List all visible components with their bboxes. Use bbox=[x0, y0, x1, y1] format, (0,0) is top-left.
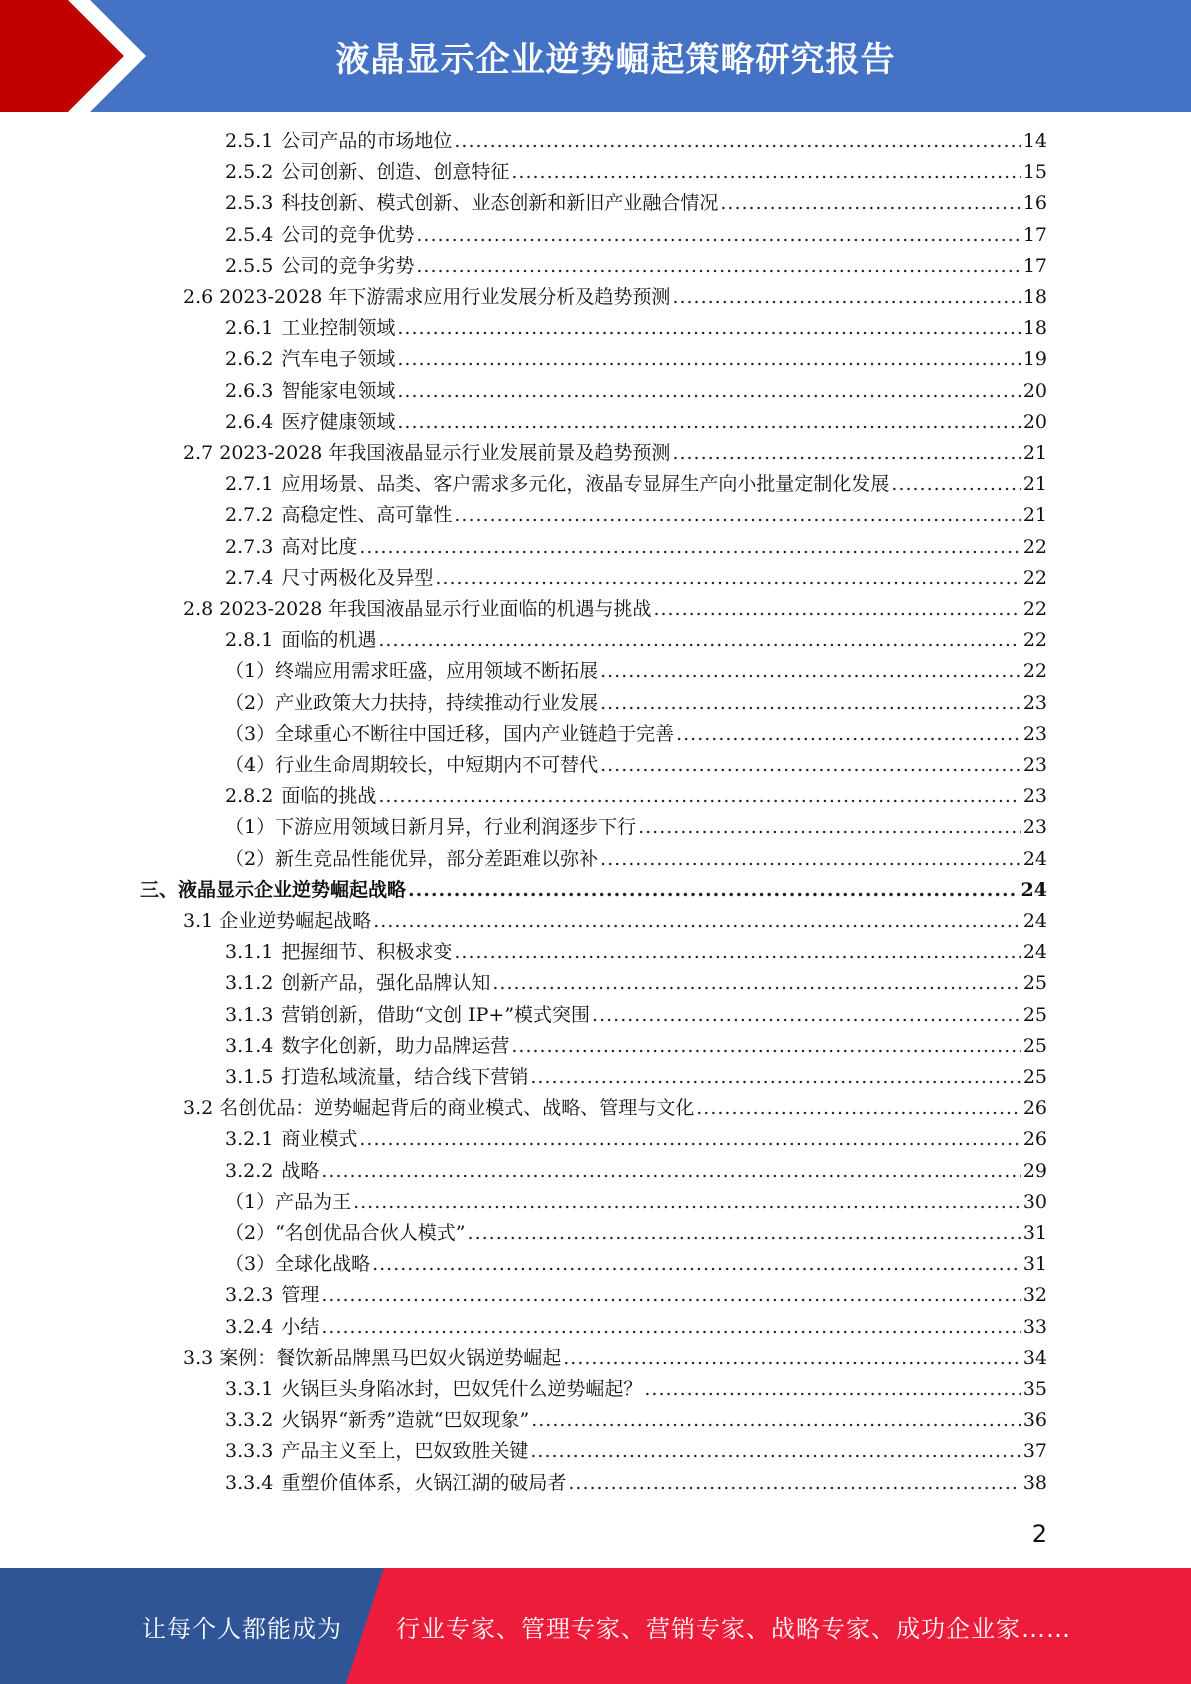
toc-entry-number: 2.6.2 bbox=[225, 348, 274, 371]
document-title: 液晶显示企业逆势崛起策略研究报告 bbox=[335, 39, 896, 80]
toc-entry[interactable] bbox=[225, 750, 1047, 781]
toc-entry-page: 25 bbox=[1022, 1003, 1047, 1026]
toc-entry-title: （3）全球重心不断往中国迁移，国内产业链趋于完善 bbox=[225, 722, 675, 745]
toc-dot-leader bbox=[378, 781, 1020, 812]
toc-entry[interactable] bbox=[225, 157, 1047, 188]
toc-entry-number: 3.2.1 bbox=[225, 1128, 274, 1151]
toc-entry-page: 15 bbox=[1022, 161, 1047, 184]
toc-entry-page: 25 bbox=[1022, 1034, 1047, 1057]
toc-entry[interactable] bbox=[225, 688, 1047, 719]
toc-entry-title: 科技创新、模式创新、业态创新和新旧产业融合情况 bbox=[281, 192, 719, 215]
toc-dot-leader bbox=[359, 532, 1020, 563]
toc-entry-number: 3.1.1 bbox=[225, 941, 274, 964]
toc-entry[interactable] bbox=[225, 344, 1047, 375]
toc-entry[interactable] bbox=[225, 719, 1047, 750]
toc-entry[interactable] bbox=[183, 1343, 1047, 1374]
toc-entry[interactable] bbox=[225, 1062, 1047, 1093]
toc-dot-leader bbox=[397, 376, 1020, 407]
toc-dot-leader bbox=[720, 188, 1020, 219]
toc-entry-title: 尺寸两极化及异型 bbox=[281, 566, 434, 589]
toc-entry-page: 17 bbox=[1022, 254, 1047, 277]
toc-entry[interactable] bbox=[225, 937, 1047, 968]
toc-entry-page: 23 bbox=[1022, 722, 1047, 745]
toc-entry[interactable] bbox=[225, 1000, 1047, 1031]
toc-dot-leader bbox=[397, 313, 1020, 344]
toc-entry[interactable] bbox=[225, 625, 1047, 656]
toc-entry-title: 重塑价值体系，火锅江湖的破局者 bbox=[281, 1471, 567, 1494]
toc-entry[interactable] bbox=[225, 812, 1047, 843]
toc-entry-title: 2.8 2023-2028 年我国液晶显示行业面临的机遇与挑战 bbox=[183, 598, 652, 620]
toc-dot-leader bbox=[397, 344, 1020, 375]
toc-dot-leader bbox=[511, 1031, 1020, 1062]
toc-dot-leader bbox=[600, 844, 1021, 875]
toc-entry-title: 商业模式 bbox=[281, 1128, 358, 1151]
toc-entry[interactable] bbox=[225, 781, 1047, 812]
toc-entry[interactable] bbox=[225, 1468, 1047, 1499]
page-number: 2 bbox=[1031, 1520, 1047, 1548]
toc-entry-page: 16 bbox=[1022, 192, 1047, 215]
toc-dot-leader bbox=[676, 719, 1021, 750]
toc-entry-page: 34 bbox=[1022, 1346, 1047, 1369]
toc-dot-leader bbox=[530, 1436, 1020, 1467]
toc-entry[interactable] bbox=[225, 1124, 1047, 1155]
toc-entry[interactable] bbox=[225, 1187, 1047, 1218]
toc-entry-title: 应用场景、品类、客户需求多元化，液晶专显屏生产向小批量定制化发展 bbox=[281, 473, 890, 496]
toc-entry[interactable] bbox=[225, 407, 1047, 438]
toc-entry-title: （3）全球化战略 bbox=[225, 1253, 371, 1276]
toc-entry-number: 3.3.3 bbox=[225, 1440, 274, 1463]
toc-entry[interactable] bbox=[225, 563, 1047, 594]
toc-entry-number: 2.5.5 bbox=[225, 254, 274, 277]
toc-entry-page: 21 bbox=[1022, 504, 1047, 527]
toc-entry-number: 2.6.3 bbox=[225, 379, 274, 402]
toc-entry-title: 高对比度 bbox=[281, 535, 358, 558]
toc-entry-page: 23 bbox=[1022, 785, 1047, 808]
toc-entry-page: 19 bbox=[1022, 348, 1047, 371]
toc-entry-title: 数字化创新，助力品牌运营 bbox=[281, 1034, 510, 1057]
toc-entry[interactable] bbox=[225, 1405, 1047, 1436]
toc-entry-page: 23 bbox=[1022, 691, 1047, 714]
toc-dot-leader bbox=[321, 1156, 1020, 1187]
toc-entry-title: 面临的机遇 bbox=[281, 629, 377, 652]
toc-entry[interactable] bbox=[225, 532, 1047, 563]
toc-entry-page: 21 bbox=[1022, 442, 1047, 464]
toc-dot-leader bbox=[359, 1124, 1020, 1155]
toc-entry-number: 3.1.2 bbox=[225, 972, 274, 995]
toc-dot-leader bbox=[563, 1343, 1021, 1374]
toc-entry-page: 25 bbox=[1022, 972, 1047, 995]
toc-entry-title: 公司的竞争优势 bbox=[281, 223, 415, 246]
toc-entry-title: 3.1 企业逆势崛起战略 bbox=[183, 910, 372, 932]
toc-dot-leader bbox=[454, 126, 1020, 157]
footer-banner bbox=[0, 1568, 1191, 1684]
toc-dot-leader bbox=[531, 1405, 1021, 1436]
toc-dot-leader bbox=[435, 563, 1020, 594]
toc-entry[interactable] bbox=[140, 875, 1047, 906]
toc-entry-title: （2）“名创优品合伙人模式” bbox=[225, 1222, 466, 1244]
toc-dot-leader bbox=[600, 688, 1021, 719]
toc-entry-title: 公司产品的市场地位 bbox=[281, 130, 453, 152]
toc-entry-page: 21 bbox=[1022, 473, 1047, 496]
toc-entry-title: 产品主义至上，巴奴致胜关键 bbox=[281, 1440, 529, 1463]
toc-entry-number: 2.5.1 bbox=[225, 130, 274, 152]
toc-dot-leader bbox=[672, 282, 1020, 313]
toc-entry[interactable] bbox=[225, 1280, 1047, 1311]
toc-dot-leader bbox=[530, 1062, 1020, 1093]
toc-entry-number: 3.1.3 bbox=[225, 1003, 274, 1026]
toc-entry-title: （2）新生竞品性能优异，部分差距难以弥补 bbox=[225, 847, 599, 870]
toc-dot-leader bbox=[644, 1374, 1020, 1405]
toc-entry-title: （1）下游应用领域日新月异，行业利润逐步下行 bbox=[225, 816, 637, 839]
toc-entry-title: 2.7 2023-2028 年我国液晶显示行业发展前景及趋势预测 bbox=[183, 442, 671, 464]
toc-dot-leader bbox=[416, 251, 1020, 282]
toc-entry-title: 把握细节、积极求变 bbox=[281, 941, 453, 964]
toc-dot-leader bbox=[321, 1280, 1020, 1311]
toc-entry[interactable] bbox=[183, 438, 1047, 469]
toc-entry-title: 管理 bbox=[281, 1284, 320, 1307]
toc-entry-page: 18 bbox=[1022, 317, 1047, 340]
toc-entry-title: （1）产品为王 bbox=[225, 1190, 352, 1213]
toc-entry-title: 汽车电子领域 bbox=[281, 348, 396, 371]
toc-entry-page: 20 bbox=[1022, 410, 1047, 433]
toc-entry-title: 火锅巨头身陷冰封，巴奴凭什么逆势崛起？ bbox=[281, 1378, 643, 1400]
toc-entry-title: 战略 bbox=[281, 1159, 320, 1182]
toc-entry[interactable] bbox=[225, 188, 1047, 219]
toc-entry-page: 22 bbox=[1022, 535, 1047, 558]
toc-entry-page: 23 bbox=[1022, 754, 1047, 776]
toc-entry-page: 17 bbox=[1022, 223, 1047, 246]
toc-entry-number: 3.2.4 bbox=[225, 1315, 274, 1338]
toc-entry[interactable] bbox=[225, 500, 1047, 531]
toc-entry-page: 31 bbox=[1022, 1253, 1047, 1276]
toc-entry-page: 24 bbox=[1022, 847, 1047, 870]
toc-entry-title: 创新产品，强化品牌认知 bbox=[281, 972, 491, 995]
toc-entry-page: 36 bbox=[1022, 1409, 1047, 1432]
toc-entry-number: 2.8.2 bbox=[225, 785, 274, 808]
toc-entry-number: 2.7.4 bbox=[225, 566, 274, 589]
toc-dot-leader bbox=[454, 500, 1020, 531]
toc-dot-leader bbox=[397, 407, 1020, 438]
red-arrow-decoration bbox=[0, 0, 150, 112]
toc-entry-page: 38 bbox=[1022, 1471, 1047, 1494]
toc-entry[interactable] bbox=[225, 1249, 1047, 1280]
toc-dot-leader bbox=[568, 1468, 1020, 1499]
toc-entry-title: 2.6 2023-2028 年下游需求应用行业发展分析及趋势预测 bbox=[183, 286, 671, 308]
toc-entry-number: 3.3.2 bbox=[225, 1409, 274, 1432]
toc-entry-page: 24 bbox=[1022, 910, 1047, 932]
footer-slogan-left: 让每个人都能成为 bbox=[142, 1614, 342, 1643]
toc-entry-page: 30 bbox=[1022, 1190, 1047, 1213]
toc-entry[interactable] bbox=[225, 1218, 1047, 1249]
toc-entry-number: 2.7.2 bbox=[225, 504, 274, 527]
toc-entry-page: 29 bbox=[1022, 1159, 1047, 1182]
toc-entry-title: 火锅界“新秀”造就“巴奴现象” bbox=[281, 1409, 530, 1432]
toc-dot-leader bbox=[408, 875, 1019, 906]
toc-dot-leader bbox=[511, 157, 1020, 188]
toc-entry-page: 24 bbox=[1022, 941, 1047, 964]
toc-dot-leader bbox=[653, 594, 1020, 625]
toc-entry[interactable] bbox=[225, 376, 1047, 407]
toc-dot-leader bbox=[454, 937, 1020, 968]
toc-dot-leader bbox=[891, 469, 1020, 500]
toc-dot-leader bbox=[378, 625, 1020, 656]
toc-entry-number: 2.6.1 bbox=[225, 317, 274, 340]
footer-slogan-right: 行业专家、管理专家、营销专家、战略专家、成功企业家…… bbox=[396, 1614, 1071, 1643]
toc-entry-title: 小结 bbox=[281, 1315, 320, 1338]
toc-entry-page: 18 bbox=[1022, 286, 1047, 308]
toc-entry-page: 22 bbox=[1022, 598, 1047, 620]
toc-dot-leader bbox=[638, 812, 1021, 843]
toc-dot-leader bbox=[353, 1187, 1021, 1218]
toc-entry-page: 31 bbox=[1022, 1222, 1047, 1244]
toc-entry-page: 35 bbox=[1022, 1378, 1047, 1400]
toc-entry-page: 33 bbox=[1022, 1315, 1047, 1338]
toc-entry-title: 高稳定性、高可靠性 bbox=[281, 504, 453, 527]
toc-entry[interactable] bbox=[183, 594, 1047, 625]
toc-entry[interactable] bbox=[225, 1031, 1047, 1062]
toc-entry[interactable] bbox=[225, 220, 1047, 251]
toc-entry[interactable] bbox=[225, 469, 1047, 500]
toc-entry-page: 32 bbox=[1022, 1284, 1047, 1307]
toc-entry-title: 智能家电领域 bbox=[281, 379, 396, 402]
toc-entry-number: 3.3.1 bbox=[225, 1378, 274, 1400]
toc-entry-title: 公司的竞争劣势 bbox=[281, 254, 415, 277]
toc-dot-leader bbox=[373, 906, 1021, 937]
toc-entry-page: 26 bbox=[1022, 1128, 1047, 1151]
toc-entry[interactable] bbox=[225, 313, 1047, 344]
toc-entry-title: 3.3 案例：餐饮新品牌黑马巴奴火锅逆势崛起 bbox=[183, 1346, 562, 1369]
toc-entry-page: 37 bbox=[1022, 1440, 1047, 1463]
toc-entry-page: 14 bbox=[1022, 130, 1047, 152]
toc-entry-page: 26 bbox=[1022, 1097, 1047, 1120]
toc-dot-leader bbox=[696, 1093, 1021, 1124]
toc-entry-title: 三、液晶显示企业逆势崛起战略 bbox=[140, 878, 407, 901]
toc-entry-number: 3.2.3 bbox=[225, 1284, 274, 1307]
toc-entry-title: （4）行业生命周期较长，中短期内不可替代 bbox=[225, 754, 599, 776]
toc-entry[interactable] bbox=[183, 282, 1047, 313]
toc-dot-leader bbox=[416, 220, 1020, 251]
toc-entry[interactable] bbox=[225, 251, 1047, 282]
toc-entry-title: 营销创新，借助“文创 IP+”模式突围 bbox=[281, 1003, 591, 1026]
toc-entry-number: 3.2.2 bbox=[225, 1159, 274, 1182]
toc-entry-number: 2.6.4 bbox=[225, 410, 274, 433]
toc-entry-page: 23 bbox=[1022, 816, 1047, 839]
toc-entry-number: 2.5.3 bbox=[225, 192, 274, 215]
toc-entry[interactable] bbox=[225, 1156, 1047, 1187]
toc-entry-page: 22 bbox=[1022, 566, 1047, 589]
toc-entry-title: 医疗健康领域 bbox=[281, 410, 396, 433]
toc-entry-page: 22 bbox=[1022, 660, 1047, 683]
toc-dot-leader bbox=[600, 656, 1021, 687]
toc-entry-title: （1）终端应用需求旺盛，应用领域不断拓展 bbox=[225, 660, 599, 683]
toc-dot-leader bbox=[672, 438, 1020, 469]
toc-entry-number: 2.8.1 bbox=[225, 629, 274, 652]
toc-entry-title: （2）产业政策大力扶持，持续推动行业发展 bbox=[225, 691, 599, 714]
toc-entry-number: 2.7.3 bbox=[225, 535, 274, 558]
toc-entry-number: 2.5.4 bbox=[225, 223, 274, 246]
toc-dot-leader bbox=[372, 1249, 1021, 1280]
toc-dot-leader bbox=[600, 750, 1021, 781]
toc-entry-page: 20 bbox=[1022, 379, 1047, 402]
header-banner bbox=[0, 0, 1191, 112]
toc-entry-title: 工业控制领域 bbox=[281, 317, 396, 340]
toc-entry-page: 25 bbox=[1022, 1066, 1047, 1088]
toc-entry-title: 3.2 名创优品：逆势崛起背后的商业模式、战略、管理与文化 bbox=[183, 1097, 695, 1120]
toc-dot-leader bbox=[492, 968, 1020, 999]
toc-entry[interactable] bbox=[225, 1312, 1047, 1343]
toc-entry[interactable] bbox=[225, 656, 1047, 687]
toc-entry[interactable] bbox=[225, 1374, 1047, 1405]
toc-entry-page: 24 bbox=[1020, 878, 1047, 901]
toc-entry-title: 面临的挑战 bbox=[281, 785, 377, 808]
toc-entry[interactable] bbox=[225, 844, 1047, 875]
toc-entry[interactable] bbox=[225, 1436, 1047, 1467]
toc-entry[interactable] bbox=[225, 968, 1047, 999]
toc-dot-leader bbox=[592, 1000, 1021, 1031]
toc-entry[interactable] bbox=[225, 126, 1047, 157]
toc-entry-page: 22 bbox=[1022, 629, 1047, 652]
toc-entry-title: 打造私域流量，结合线下营销 bbox=[281, 1066, 529, 1088]
toc-dot-leader bbox=[468, 1218, 1021, 1249]
toc-entry[interactable] bbox=[183, 906, 1047, 937]
toc-entry-number: 3.1.5 bbox=[225, 1066, 274, 1088]
toc-dot-leader bbox=[321, 1312, 1020, 1343]
toc-entry-number: 2.5.2 bbox=[225, 161, 274, 184]
toc-entry-title: 公司创新、创造、创意特征 bbox=[281, 161, 510, 184]
toc-entry[interactable] bbox=[183, 1093, 1047, 1124]
toc-entry-number: 3.3.4 bbox=[225, 1471, 274, 1494]
toc-entry-number: 2.7.1 bbox=[225, 473, 274, 496]
toc-entry-number: 3.1.4 bbox=[225, 1034, 274, 1057]
